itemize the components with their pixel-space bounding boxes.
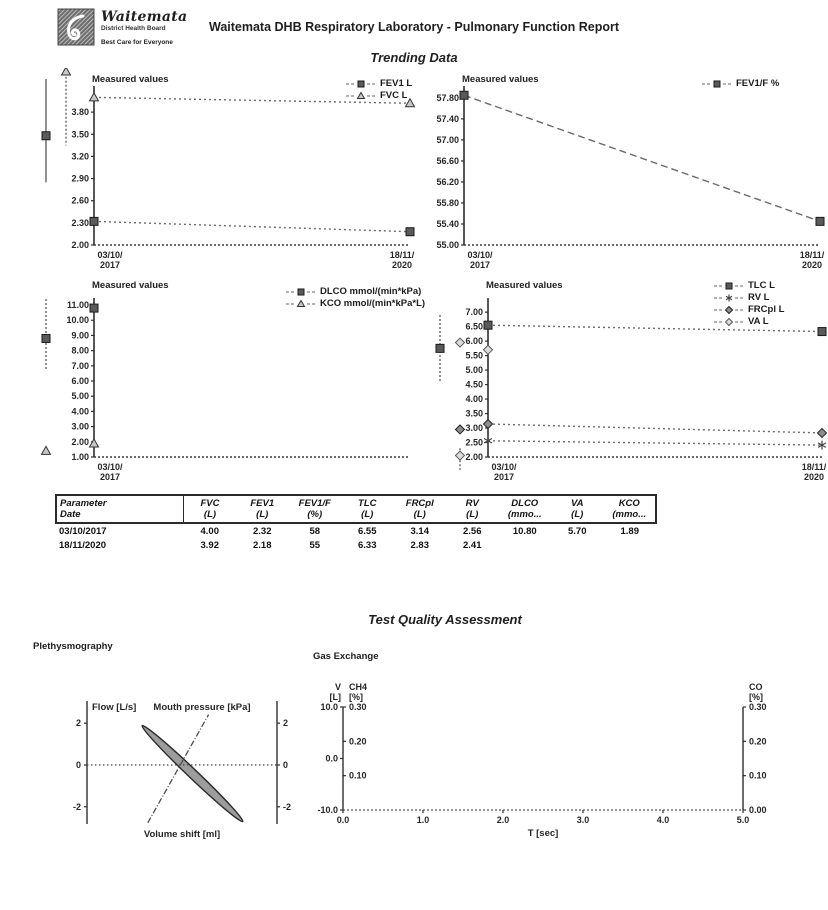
svg-text:0.20: 0.20 bbox=[749, 736, 767, 747]
table-row bbox=[56, 538, 656, 552]
chart-title: Measured values bbox=[92, 280, 169, 291]
svg-text:1.0: 1.0 bbox=[416, 815, 430, 825]
svg-text:0.30: 0.30 bbox=[349, 702, 367, 712]
marker-diamond bbox=[726, 306, 733, 313]
marker-triangle bbox=[358, 92, 365, 98]
legend-marker-icon bbox=[286, 299, 316, 309]
trend-chart-canvas bbox=[38, 280, 432, 498]
table-col-header: FEV1 (L) bbox=[236, 495, 289, 523]
marker-square bbox=[436, 344, 444, 352]
marker-square bbox=[90, 304, 98, 312]
trending-section-title: Trending Data bbox=[370, 50, 458, 65]
chart-lung-volumes bbox=[430, 280, 828, 498]
y-tick-label: 5.00 bbox=[71, 391, 89, 402]
v-axis-header: V bbox=[334, 682, 341, 692]
marker-square bbox=[484, 321, 492, 329]
marker-square bbox=[406, 228, 414, 236]
brand-tagline: Best Care for Everyone bbox=[101, 38, 173, 46]
v-axis-header: [L] bbox=[329, 692, 341, 702]
y-tick-label: 7.00 bbox=[71, 360, 89, 371]
y-tick-label: 5.00 bbox=[465, 365, 483, 376]
y-tick-label: 4.00 bbox=[465, 394, 483, 405]
series-line bbox=[94, 221, 410, 231]
legend-label: VA L bbox=[748, 316, 769, 327]
marker-square bbox=[816, 217, 824, 225]
y-tick-label: 56.60 bbox=[436, 155, 459, 166]
y-tick-label: 55.40 bbox=[436, 218, 459, 229]
marker-triangle bbox=[90, 93, 99, 101]
x-tick-label: 03/10/ 2017 bbox=[97, 462, 123, 482]
marker-diamond bbox=[818, 428, 827, 437]
legend-entry bbox=[714, 316, 784, 327]
volume-shift-label: Volume shift [ml] bbox=[143, 829, 221, 840]
legend-marker-icon bbox=[714, 293, 744, 303]
table-cell: 1.89 bbox=[620, 525, 639, 537]
marker-square bbox=[818, 328, 826, 336]
marker-square bbox=[358, 81, 364, 87]
svg-text:0: 0 bbox=[283, 759, 289, 770]
trend-chart-canvas bbox=[430, 68, 828, 286]
marker-diamond-open bbox=[456, 451, 465, 460]
gas-exchange-label: Gas Exchange bbox=[313, 651, 379, 662]
y-tick-label: 6.00 bbox=[465, 336, 483, 347]
table-col-header: KCO (mmo... bbox=[604, 495, 657, 523]
series-line bbox=[464, 95, 820, 221]
mouth-pressure-label: Mouth pressure [kPa] bbox=[153, 702, 251, 713]
svg-text:3.0: 3.0 bbox=[576, 815, 590, 825]
legend-label: FVC L bbox=[380, 90, 408, 101]
legend-label: RV L bbox=[748, 292, 770, 303]
table-corner-header: Parameter Date bbox=[56, 495, 184, 523]
co-axis-header: [%] bbox=[749, 692, 763, 702]
parameters-table-wrap bbox=[55, 494, 657, 552]
legend-label: TLC L bbox=[748, 280, 775, 291]
y-tick-label: 57.00 bbox=[436, 134, 459, 145]
chart-fev1f bbox=[430, 68, 828, 286]
legend-entry bbox=[714, 304, 784, 315]
table-cell: 2.18 bbox=[253, 539, 272, 551]
quality-section-title: Test Quality Assessment bbox=[368, 612, 522, 627]
y-tick-label: 5.50 bbox=[465, 350, 483, 361]
table-date-cell: 18/11/2020 bbox=[59, 539, 107, 551]
chart-plethysmography bbox=[28, 648, 313, 863]
y-tick-label: 55.80 bbox=[436, 197, 459, 208]
series-line bbox=[488, 441, 822, 445]
marker-square bbox=[714, 81, 720, 87]
flow-axis-label: Flow [L/s] bbox=[92, 702, 137, 713]
ch4-axis-header: [%] bbox=[349, 692, 363, 702]
x-tick-label: 03/10/ 2017 bbox=[491, 462, 517, 482]
legend-label: KCO mmol/(min*kPa*L) bbox=[320, 298, 426, 309]
svg-text:-2: -2 bbox=[72, 801, 81, 812]
legend-marker-icon bbox=[346, 91, 376, 101]
table-cell: 6.33 bbox=[358, 539, 377, 551]
y-tick-label: 2.00 bbox=[71, 436, 89, 447]
y-tick-label: 1.00 bbox=[71, 452, 89, 462]
y-tick-label: 10.00 bbox=[66, 315, 89, 326]
x-tick-label: 18/11/ 2020 bbox=[389, 250, 415, 270]
svg-text:0.20: 0.20 bbox=[349, 736, 367, 747]
table-cell: 2.41 bbox=[463, 539, 482, 551]
table-cell bbox=[499, 538, 552, 552]
table-col-header: RV (L) bbox=[446, 495, 499, 523]
y-tick-label: 4.50 bbox=[465, 379, 483, 390]
svg-text:5.0: 5.0 bbox=[736, 815, 750, 825]
marker-square bbox=[460, 91, 468, 99]
marker-diamond-open bbox=[456, 338, 465, 347]
chart-legend bbox=[702, 78, 779, 89]
legend-marker-icon bbox=[346, 79, 376, 89]
svg-text:4.0: 4.0 bbox=[656, 815, 670, 825]
legend-marker-icon bbox=[702, 79, 732, 89]
y-tick-label: 9.00 bbox=[71, 330, 89, 341]
series-line bbox=[488, 424, 822, 433]
y-tick-label: 2.30 bbox=[71, 217, 89, 228]
legend-entry bbox=[346, 90, 412, 101]
svg-text:0.00: 0.00 bbox=[749, 805, 767, 815]
plethysmography-label: Plethysmography bbox=[33, 641, 113, 652]
y-tick-label: 57.40 bbox=[436, 113, 459, 124]
marker-diamond-open bbox=[484, 345, 493, 354]
svg-text:2.0: 2.0 bbox=[496, 815, 510, 825]
y-tick-label: 6.00 bbox=[71, 376, 89, 387]
chart-fvc-fev1 bbox=[38, 68, 432, 286]
chart-legend bbox=[286, 286, 425, 309]
marker-square bbox=[298, 289, 304, 295]
table-row bbox=[56, 523, 656, 538]
svg-text:0.0: 0.0 bbox=[336, 815, 350, 825]
chart-dlco-kco bbox=[38, 280, 432, 498]
y-tick-label: 3.50 bbox=[71, 129, 89, 140]
marker-square bbox=[726, 283, 732, 289]
legend-label: FRCpl L bbox=[748, 304, 785, 315]
legend-entry bbox=[702, 78, 779, 89]
legend-label: FEV1/F % bbox=[736, 78, 780, 89]
y-tick-label: 3.80 bbox=[71, 107, 89, 118]
y-tick-label: 2.90 bbox=[71, 173, 89, 184]
table-date-cell: 03/10/2017 bbox=[59, 525, 107, 537]
x-tick-label: 03/10/ 2017 bbox=[97, 250, 123, 270]
table-cell: 2.83 bbox=[410, 539, 429, 551]
table-col-header: FEV1/F (%) bbox=[289, 495, 342, 523]
x-tick-label: 03/10/ 2017 bbox=[467, 250, 493, 270]
svg-text:0.0: 0.0 bbox=[325, 753, 338, 764]
gas-canvas bbox=[305, 660, 828, 860]
chart-title: Measured values bbox=[92, 74, 169, 85]
table-cell: 58 bbox=[309, 525, 321, 537]
co-axis-header: CO bbox=[749, 682, 763, 692]
table-cell: 55 bbox=[309, 539, 321, 551]
y-tick-label: 2.50 bbox=[465, 437, 483, 448]
chart-title: Measured values bbox=[486, 280, 563, 291]
y-tick-label: 4.00 bbox=[71, 406, 89, 417]
marker-triangle bbox=[298, 300, 305, 306]
marker-square bbox=[42, 132, 50, 140]
y-tick-label: 55.00 bbox=[436, 240, 459, 250]
table-cell: 10.80 bbox=[512, 525, 537, 537]
y-tick-label: 56.20 bbox=[436, 176, 459, 187]
parameters-table bbox=[55, 494, 657, 552]
y-tick-label: 2.00 bbox=[71, 240, 89, 250]
legend-entry bbox=[346, 78, 412, 89]
y-tick-label: 57.80 bbox=[436, 92, 459, 103]
y-tick-label: 2.60 bbox=[71, 195, 89, 206]
pleth-canvas bbox=[28, 648, 313, 863]
t-axis-label: T [sec] bbox=[527, 828, 559, 839]
table-cell: 3.14 bbox=[410, 525, 429, 537]
x-tick-label: 18/11/ 2020 bbox=[801, 462, 827, 482]
svg-text:2: 2 bbox=[283, 718, 289, 729]
legend-entry bbox=[714, 280, 784, 291]
marker-diamond bbox=[456, 425, 465, 434]
table-cell: 3.92 bbox=[200, 539, 219, 551]
svg-text:-10.0: -10.0 bbox=[317, 805, 338, 815]
legend-entry bbox=[714, 292, 784, 303]
table-col-header: FVC (L) bbox=[184, 495, 237, 523]
table-cell: 5.70 bbox=[568, 525, 587, 537]
y-tick-label: 3.50 bbox=[465, 408, 483, 419]
y-tick-label: 8.00 bbox=[71, 345, 89, 356]
y-tick-label: 11.00 bbox=[66, 300, 89, 311]
brand-org: District Health Board bbox=[101, 24, 166, 32]
legend-entry bbox=[286, 298, 425, 309]
table-col-header: VA (L) bbox=[551, 495, 604, 523]
chart-legend bbox=[346, 78, 412, 101]
marker-square bbox=[90, 217, 98, 225]
legend-label: DLCO mmol/(min*kPa) bbox=[320, 286, 422, 297]
table-cell: 4.00 bbox=[200, 525, 219, 537]
y-tick-label: 3.00 bbox=[465, 423, 483, 434]
y-tick-label: 7.00 bbox=[465, 307, 483, 318]
svg-text:10.0: 10.0 bbox=[320, 702, 338, 712]
svg-text:-2: -2 bbox=[283, 801, 292, 812]
chart-gas-exchange bbox=[305, 660, 828, 860]
marker-diamond-open bbox=[726, 318, 733, 325]
legend-entry bbox=[286, 286, 425, 297]
legend-marker-icon bbox=[286, 287, 316, 297]
table-col-header: DLCO (mmo... bbox=[499, 495, 552, 523]
table-col-header: TLC (L) bbox=[341, 495, 394, 523]
legend-label: FEV1 L bbox=[380, 78, 413, 89]
y-tick-label: 2.00 bbox=[465, 452, 483, 462]
brand-name: Waitemata bbox=[101, 9, 188, 25]
table-cell bbox=[604, 538, 657, 552]
marker-square bbox=[42, 334, 50, 342]
svg-text:0: 0 bbox=[75, 759, 81, 770]
report-title: Waitemata DHB Respiratory Laboratory - Pulmonary Function Report bbox=[208, 20, 619, 34]
marker-triangle bbox=[90, 439, 99, 447]
marker-triangle bbox=[62, 68, 71, 75]
marker-diamond bbox=[484, 419, 493, 428]
legend-marker-icon bbox=[714, 317, 744, 327]
svg-text:2: 2 bbox=[75, 718, 81, 729]
y-tick-label: 6.50 bbox=[465, 321, 483, 332]
table-cell bbox=[551, 538, 604, 552]
table-col-header: FRCpl (L) bbox=[394, 495, 447, 523]
chart-legend bbox=[714, 280, 784, 327]
legend-marker-icon bbox=[714, 305, 744, 315]
svg-text:0.10: 0.10 bbox=[349, 770, 367, 781]
table-cell: 6.55 bbox=[358, 525, 377, 537]
svg-text:0.30: 0.30 bbox=[749, 702, 767, 712]
marker-triangle bbox=[42, 446, 51, 454]
x-tick-label: 18/11/ 2020 bbox=[799, 250, 825, 270]
y-tick-label: 3.20 bbox=[71, 151, 89, 162]
table-cell: 2.32 bbox=[253, 525, 272, 537]
ch4-axis-header: CH4 bbox=[349, 682, 368, 692]
chart-title: Measured values bbox=[462, 74, 539, 85]
mouth-pressure-line bbox=[148, 715, 209, 823]
svg-text:0.10: 0.10 bbox=[749, 770, 767, 781]
legend-marker-icon bbox=[714, 281, 744, 291]
table-cell: 2.56 bbox=[463, 525, 482, 537]
y-tick-label: 3.00 bbox=[71, 421, 89, 432]
